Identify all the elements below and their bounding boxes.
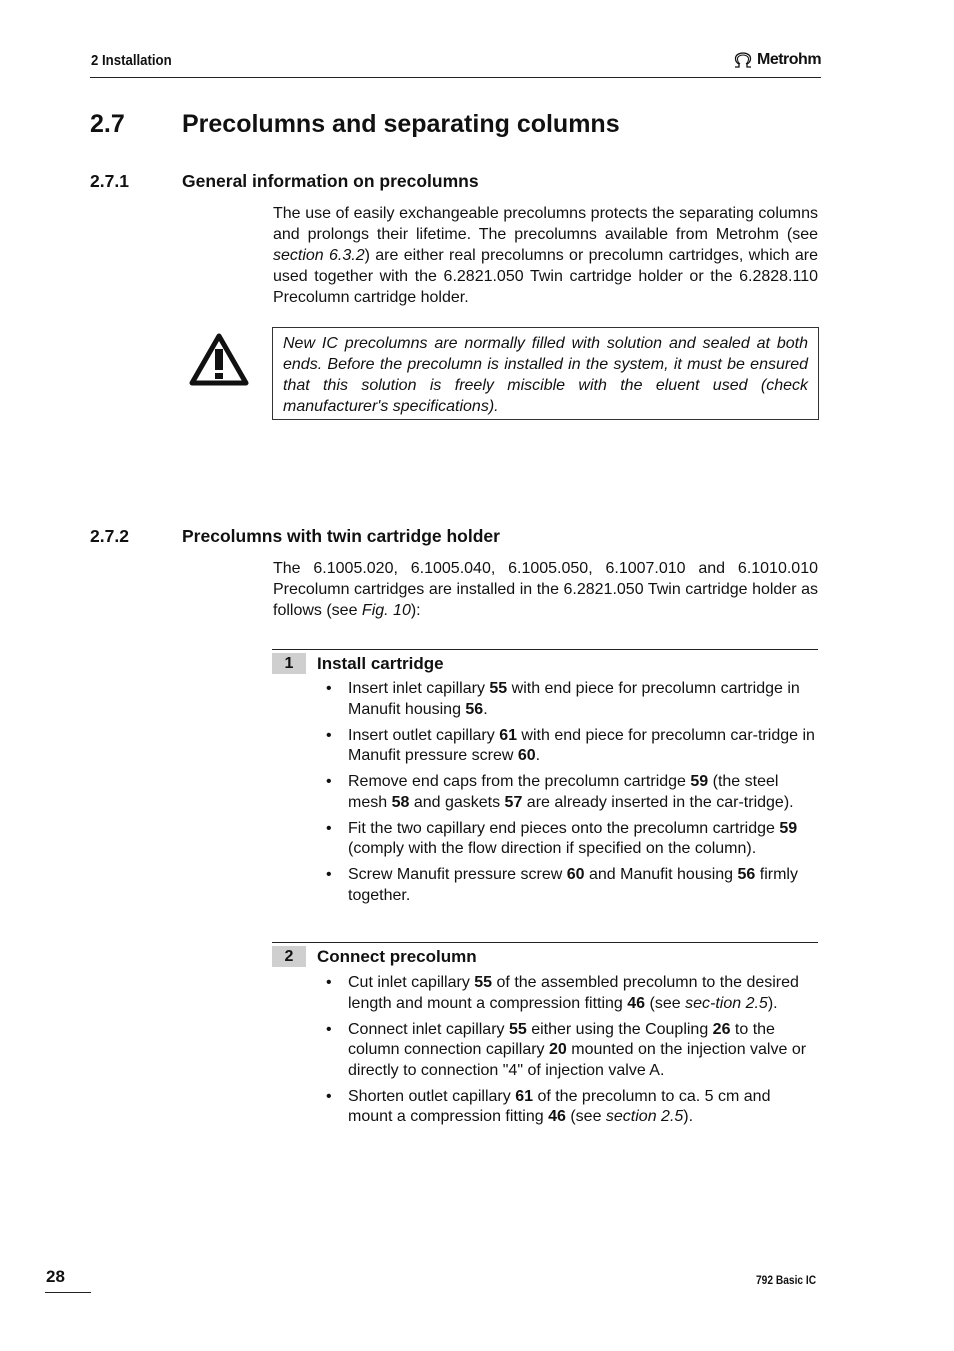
warning-icon (188, 332, 250, 386)
step-1-list (322, 679, 818, 912)
subsection-heading-1 (90, 171, 479, 192)
list-item: • Remove end caps from the precolumn cartridge 59 (the steel mesh 58 and gaskets 57 are already inserted in the car-tridge). (322, 772, 818, 813)
step-number-badge: 2 (272, 946, 306, 967)
product-name: 792 Basic IC (756, 1273, 817, 1287)
section-reference: section 6.3.2 (273, 247, 365, 264)
list-item: • Insert inlet capillary 55 with end piece for precolumn cartridge in Manufit housing 56. (322, 679, 818, 720)
intro-paragraph: The use of easily exchangeable precolumns protects the separating columns and prolongs their lifetime. The precolumns available from Metrohm (see section 6.3.2) are either real precolumns or precolumn cartridges, which are used together with the 6.2821.050 Twin cartridge holder or the 6.2828.110 Precolumn cartridge holder. (273, 205, 818, 306)
brand-logo (733, 51, 821, 69)
list-item: • Fit the two capillary end pieces onto the precolumn cartridge 59 (comply with the flow direction if specified on the column). (322, 819, 818, 860)
step-2-list (322, 973, 818, 1133)
header-rule (90, 77, 821, 78)
subsection-number: 2.7.1 (90, 171, 129, 191)
metrohm-omega-icon (733, 52, 753, 68)
step-rule (272, 942, 818, 943)
section-title: Precolumns and separating columns (182, 110, 620, 138)
footer-rule (45, 1292, 91, 1293)
section-number: 2.7 (90, 110, 125, 138)
running-header-section: 2 Installation (91, 52, 172, 69)
step-title: Connect precolumn (317, 947, 477, 966)
step-rule (272, 649, 818, 650)
step-title: Install cartridge (317, 654, 444, 673)
caution-note: New IC precolumns are normally filled with solution and sealed at both ends. Before the precolumn is installed in the system, it must be ensured that this solution is freely miscible with the eluent used (check manufacturer's specifications). (272, 327, 819, 420)
brand-name: Metrohm (757, 51, 822, 68)
subsection-title: Precolumns with twin cartridge holder (182, 526, 500, 546)
subsection-heading-2 (90, 526, 500, 547)
procedure-intro: The 6.1005.020, 6.1005.040, 6.1005.050, 6.1007.010 and 6.1010.010 Precolumn cartridges are installed in the 6.2821.050 Twin cartridge holder as follows (see Fig. 10): (273, 560, 818, 619)
list-item: • Insert outlet capillary 61 with end piece for precolumn car-tridge in Manufit pressure screw 60. (322, 726, 818, 767)
subsection-title: General information on precolumns (182, 171, 479, 191)
list-item: • Screw Manufit pressure screw 60 and Manufit housing 56 firmly together. (322, 865, 818, 906)
list-item: • Shorten outlet capillary 61 of the precolumn to ca. 5 cm and mount a compression fitting 46 (see section 2.5). (322, 1087, 818, 1128)
subsection-number: 2.7.2 (90, 526, 129, 546)
step-number-badge: 1 (272, 653, 306, 674)
figure-reference: Fig. 10 (361, 602, 411, 619)
list-item: • Connect inlet capillary 55 either using the Coupling 26 to the column connection capillary 20 mounted on the injection valve or directly to connection "4" of injection valve A. (322, 1020, 818, 1082)
page-number: 28 (46, 1267, 65, 1286)
section-heading (90, 110, 620, 139)
list-item: • Cut inlet capillary 55 of the assembled precolumn to the desired length and mount a compression fitting 46 (see sec-tion 2.5). (322, 973, 818, 1014)
